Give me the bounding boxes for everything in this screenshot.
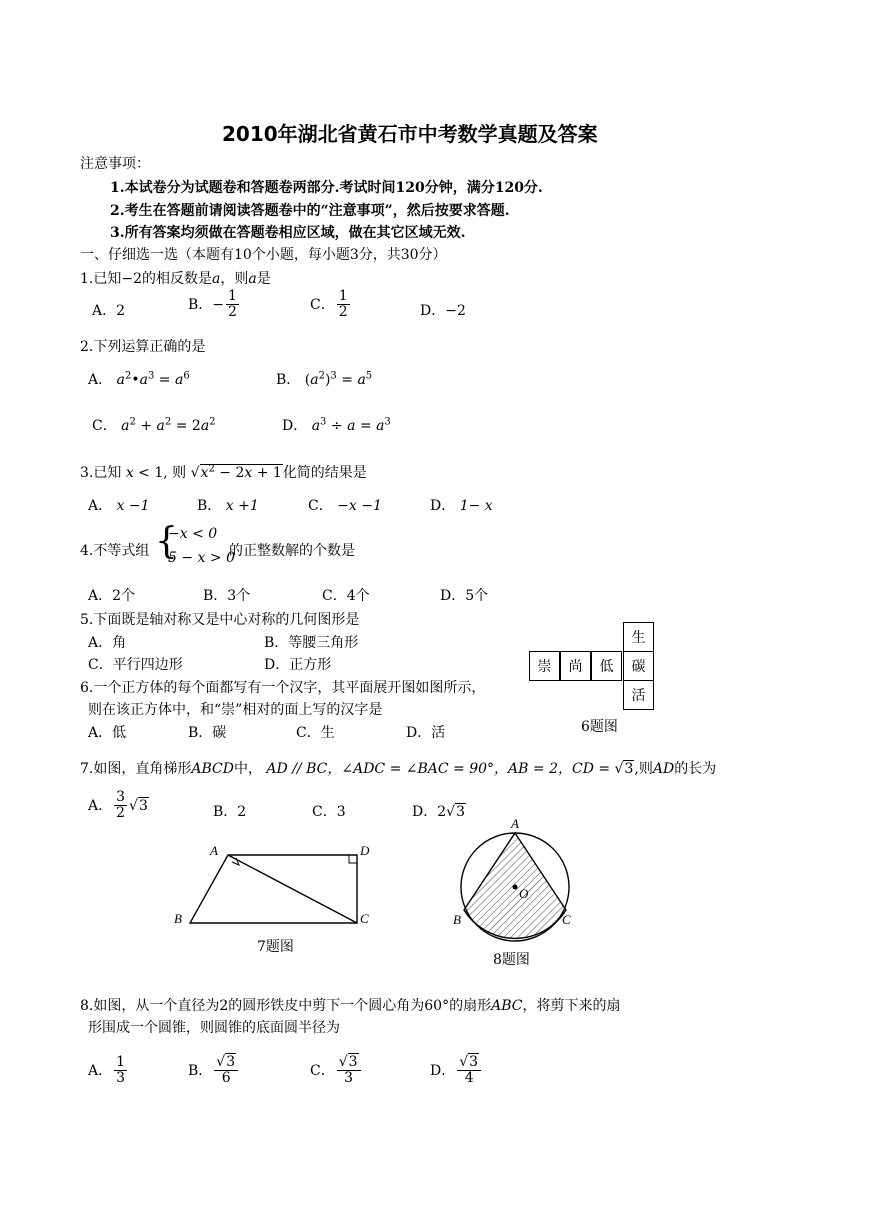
q6-option-a: A．低 [88,725,127,741]
notice-item-2: 2.考生在答题前请阅读答题卷中的“注意事项”，然后按要求答题. [110,203,510,219]
q4-ineq-1: −x < 0 [168,526,218,542]
q7-stem: 7.如图，直角梯形ABCD中， AD // BC，∠ADC = ∠BAC = 90°，AB = 2，CD = √3,则AD的长为 [80,761,717,777]
notice-item-3: 3.所有答案均须做在答题卷相应区域，做在其它区域无效. [110,225,466,241]
net-cell-1: 崇 [529,651,560,681]
q3-option-c: C． −x −1 [308,498,382,514]
q1-option-d: D．−2 [420,303,466,319]
q6-option-b: B．碳 [188,725,227,741]
q4-ineq-2: 5 − x > 0 [168,550,235,566]
figure-8-circle [445,812,595,942]
net-cell-2: 尚 [560,651,591,681]
label-c: C [360,911,369,926]
label-b: B [453,912,461,927]
q8-stem-1: 8.如图，从一个直径为2的圆形铁皮中剪下一个圆心角为60°的扇形ABC，将剪下来的扇 [80,998,621,1014]
q3-option-b: B． x +1 [197,498,259,514]
page-title: 2010年湖北省黄石市中考数学真题及答案 [222,122,598,146]
q4-option-b: B．3个 [203,588,251,604]
q2-option-a: A． $a^2•a^3 = a^6$ [88,370,190,388]
q4-option-c: C．4个 [322,588,370,604]
q3-option-d: D． 1− x [430,498,493,514]
q8-option-b: B． $\frac{√3}{6}$ [188,1055,240,1087]
q5-stem: 5.下面既是轴对称又是中心对称的几何图形是 [80,612,360,628]
q7-option-b: B．2 [213,804,247,820]
q6-stem-2: 则在该正方体中，和“崇”相对的面上写的汉字是 [88,702,383,718]
label-b: B [174,911,182,926]
q7-option-d: D．2√3 [412,804,465,820]
q3-option-a: A． x −1 [88,498,150,514]
q7-option-a: A． $\frac{3}{2}$ √3 [88,789,148,822]
q5-option-d: D．正方形 [264,657,332,673]
q5-option-b: B．等腰三角形 [264,635,359,651]
figure-7-trapezoid [170,838,380,938]
q2-option-b: B． $(a^2)^3 = a^5$ [276,370,373,388]
q2-stem: 2.下列运算正确的是 [80,339,206,355]
section-heading: 一、仔细选一选（本题有10个小题，每小题3分，共30分） [80,247,447,263]
notice-item-1: 1.本试卷分为试题卷和答题卷两部分.考试时间120分钟，满分120分. [110,180,543,196]
label-a: A [511,816,519,831]
label-o: O [519,886,529,901]
q1-option-b: B．− $\frac{1}{2}$ [188,288,237,321]
q6-option-d: D．活 [406,725,446,741]
cube-net-figure [529,622,655,714]
figure-7-caption: 7题图 [257,939,294,955]
q3-stem: 3.已知 x < 1, 则 $√x^2 - 2x + 1$化简的结果是 [80,463,367,481]
q5-option-a: A．角 [88,635,127,651]
q2-option-d: D． $a^3 \div a = a^3$ [282,416,391,434]
figure-8-caption: 8题图 [493,952,530,968]
q4-stem-a: 4.不等式组 [80,543,150,559]
label-a: A [210,843,218,858]
q6-stem-1: 6.一个正方体的每个面都写有一个汉字，其平面展开图如图所示， [80,680,486,696]
q1-option-c: C． $\frac{1}{2}$ [310,288,348,321]
q8-stem-2: 形围成一个圆锥，则圆锥的底面圆半径为 [88,1020,340,1036]
q8-option-d: D． $\frac{√3}{4}$ [430,1055,483,1087]
net-cell-top: 生 [623,622,654,652]
q1-stem: 1.已知−2的相反数是a，则a是 [80,271,271,287]
net-cell-bottom: 活 [623,680,654,710]
q4-option-d: D．5个 [440,588,489,604]
q8-option-c: C． $\frac{√3}{3}$ [310,1055,363,1087]
q4-stem-b: 的正整数解的个数是 [229,543,355,559]
brace-symbol: { [155,521,178,562]
net-cell-4: 碳 [623,651,654,681]
q6-option-c: C．生 [296,725,335,741]
q7-option-c: C．3 [312,804,346,820]
q4-option-a: A．2个 [88,588,136,604]
q8-option-a: A． $\frac{1}{3}$ [88,1054,126,1087]
label-d: D [360,843,370,858]
notice-heading: 注意事项： [80,156,150,172]
q5-option-c: C．平行四边形 [88,657,183,673]
net-cell-3: 低 [591,651,622,681]
q2-option-c: C． $a^2 + a^2 = 2a^2$ [92,416,216,434]
label-c: C [562,912,571,927]
q1-option-a: A．2 [92,303,126,319]
figure-6-caption: 6题图 [581,719,618,735]
